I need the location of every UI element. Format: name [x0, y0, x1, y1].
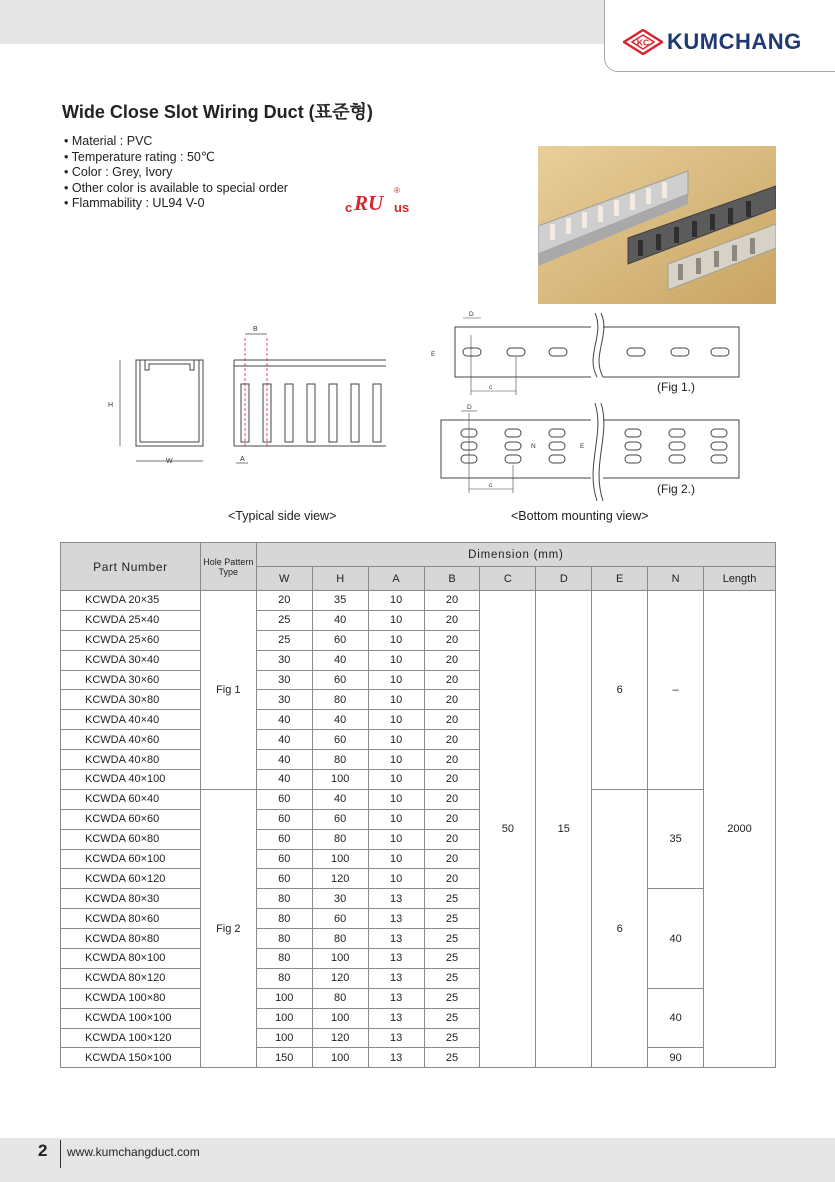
part-number-cell: KCWDA 30×80: [61, 690, 201, 710]
table-row: [61, 889, 776, 909]
header-c: C: [480, 567, 536, 591]
a-cell: 10: [368, 710, 424, 730]
w-cell: 80: [256, 968, 312, 988]
part-number-cell: KCWDA 40×40: [61, 710, 201, 730]
footer-divider: [60, 1140, 61, 1168]
w-cell: 30: [256, 690, 312, 710]
w-cell: 40: [256, 730, 312, 750]
w-cell: 100: [256, 1008, 312, 1028]
w-cell: 150: [256, 1048, 312, 1068]
a-cell: 10: [368, 789, 424, 809]
b-cell: 25: [424, 988, 480, 1008]
h-cell: 120: [312, 1028, 368, 1048]
w-cell: 40: [256, 770, 312, 790]
w-cell: 80: [256, 929, 312, 949]
kumchang-logo-icon: [623, 29, 663, 55]
cert-us: us: [394, 200, 410, 215]
h-cell: 35: [312, 591, 368, 611]
a-cell: 10: [368, 829, 424, 849]
w-cell: 40: [256, 750, 312, 770]
h-cell: 120: [312, 869, 368, 889]
h-cell: 40: [312, 610, 368, 630]
d-cell-merged: 15: [536, 591, 592, 1068]
dimension-table: [60, 542, 776, 1068]
part-number-cell: KCWDA 60×60: [61, 809, 201, 829]
b-cell: 20: [424, 690, 480, 710]
n-cell-group5: 90: [648, 1048, 704, 1068]
b-cell: 20: [424, 849, 480, 869]
w-cell: 100: [256, 988, 312, 1008]
part-number-cell: KCWDA 150×100: [61, 1048, 201, 1068]
product-photo: [538, 146, 776, 304]
h-cell: 120: [312, 968, 368, 988]
a-cell: 13: [368, 1008, 424, 1028]
w-cell: 60: [256, 789, 312, 809]
part-number-cell: KCWDA 60×120: [61, 869, 201, 889]
part-number-cell: KCWDA 100×80: [61, 988, 201, 1008]
cert-reg: ®: [394, 186, 400, 195]
h-cell: 100: [312, 770, 368, 790]
part-number-cell: KCWDA 60×80: [61, 829, 201, 849]
bottom-d2-label: D: [467, 404, 472, 411]
h-cell: 100: [312, 1048, 368, 1068]
w-cell: 80: [256, 909, 312, 929]
c-cell-merged: 50: [480, 591, 536, 1068]
bottom-d1-label: D: [469, 311, 474, 318]
b-cell: 20: [424, 670, 480, 690]
a-cell: 10: [368, 869, 424, 889]
h-cell: 30: [312, 889, 368, 909]
b-cell: 20: [424, 730, 480, 750]
b-cell: 20: [424, 770, 480, 790]
w-cell: 20: [256, 591, 312, 611]
a-cell: 10: [368, 750, 424, 770]
table-row: [61, 591, 776, 611]
part-number-cell: KCWDA 80×60: [61, 909, 201, 929]
bottom-view-caption: <Bottom mounting view>: [511, 509, 649, 523]
part-number-cell: KCWDA 30×60: [61, 670, 201, 690]
hole-pattern-fig2: Fig 2: [200, 789, 256, 1067]
b-cell: 25: [424, 968, 480, 988]
b-cell: 25: [424, 909, 480, 929]
h-cell: 80: [312, 750, 368, 770]
b-cell: 25: [424, 929, 480, 949]
part-number-cell: KCWDA 60×40: [61, 789, 201, 809]
spec-list: [64, 134, 288, 212]
n-cell-group1: –: [648, 591, 704, 790]
bottom-e2-label: E: [580, 443, 585, 450]
spec-material: • Material : PVC: [64, 134, 288, 150]
dim-a-label: A: [240, 456, 245, 463]
header-e: E: [592, 567, 648, 591]
header-a: A: [368, 567, 424, 591]
b-cell: 20: [424, 591, 480, 611]
a-cell: 13: [368, 909, 424, 929]
h-cell: 60: [312, 909, 368, 929]
part-number-cell: KCWDA 80×120: [61, 968, 201, 988]
page-number: 2: [38, 1141, 48, 1160]
part-number-cell: KCWDA 25×40: [61, 610, 201, 630]
cert-ru: RU: [354, 191, 384, 215]
a-cell: 13: [368, 968, 424, 988]
header-n: N: [648, 567, 704, 591]
logo-mark-text: KC: [636, 37, 650, 48]
h-cell: 60: [312, 670, 368, 690]
b-cell: 25: [424, 889, 480, 909]
h-cell: 100: [312, 1008, 368, 1028]
n-cell-group3: 40: [648, 889, 704, 988]
a-cell: 10: [368, 670, 424, 690]
a-cell: 10: [368, 610, 424, 630]
bottom-mounting-view-diagram: [425, 305, 755, 505]
h-cell: 80: [312, 829, 368, 849]
cert-c: c: [345, 200, 353, 215]
dim-w-label: W: [166, 458, 173, 465]
header-hole-pattern: Hole Pattern Type: [200, 543, 256, 591]
e-cell-group2: 6: [592, 789, 648, 1067]
spec-other-color: • Other color is available to special order: [64, 181, 288, 197]
a-cell: 13: [368, 1048, 424, 1068]
b-cell: 20: [424, 789, 480, 809]
side-view-caption: <Typical side view>: [228, 509, 337, 523]
a-cell: 10: [368, 650, 424, 670]
w-cell: 30: [256, 670, 312, 690]
part-number-cell: KCWDA 60×100: [61, 849, 201, 869]
a-cell: 13: [368, 929, 424, 949]
a-cell: 10: [368, 730, 424, 750]
b-cell: 20: [424, 809, 480, 829]
h-cell: 40: [312, 710, 368, 730]
table-row: [61, 1048, 776, 1068]
b-cell: 20: [424, 610, 480, 630]
part-number-cell: KCWDA 20×35: [61, 591, 201, 611]
w-cell: 80: [256, 889, 312, 909]
h-cell: 60: [312, 809, 368, 829]
brand-logo: [604, 0, 835, 72]
length-cell-merged: 2000: [704, 591, 776, 1068]
w-cell: 60: [256, 849, 312, 869]
part-number-cell: KCWDA 40×80: [61, 750, 201, 770]
b-cell: 25: [424, 949, 480, 969]
w-cell: 30: [256, 650, 312, 670]
part-number-cell: KCWDA 25×60: [61, 630, 201, 650]
w-cell: 60: [256, 829, 312, 849]
bottom-e1-label: E: [431, 351, 436, 358]
header-length: Length: [704, 567, 776, 591]
a-cell: 13: [368, 949, 424, 969]
w-cell: 25: [256, 630, 312, 650]
a-cell: 10: [368, 849, 424, 869]
b-cell: 20: [424, 650, 480, 670]
w-cell: 40: [256, 710, 312, 730]
header-h: H: [312, 567, 368, 591]
h-cell: 80: [312, 988, 368, 1008]
brand-name: KUMCHANG: [667, 29, 802, 54]
website-link[interactable]: www.kumchangduct.com: [67, 1145, 200, 1159]
spec-flammability: • Flammability : UL94 V-0: [64, 196, 288, 212]
h-cell: 100: [312, 949, 368, 969]
n-cell-group2: 35: [648, 789, 704, 888]
bottom-c2-label: c: [489, 482, 493, 489]
b-cell: 20: [424, 869, 480, 889]
b-cell: 25: [424, 1048, 480, 1068]
part-number-cell: KCWDA 80×30: [61, 889, 201, 909]
a-cell: 10: [368, 809, 424, 829]
w-cell: 25: [256, 610, 312, 630]
w-cell: 80: [256, 949, 312, 969]
w-cell: 60: [256, 869, 312, 889]
spec-color: • Color : Grey, Ivory: [64, 165, 288, 181]
part-number-cell: KCWDA 100×120: [61, 1028, 201, 1048]
b-cell: 20: [424, 630, 480, 650]
header-w: W: [256, 567, 312, 591]
typical-side-view-diagram: [100, 318, 400, 508]
b-cell: 25: [424, 1028, 480, 1048]
e-cell-group1: 6: [592, 591, 648, 790]
ul-certification-icon: [343, 183, 415, 217]
h-cell: 40: [312, 650, 368, 670]
b-cell: 20: [424, 750, 480, 770]
header-part-number: Part Number: [61, 543, 201, 591]
a-cell: 13: [368, 1028, 424, 1048]
dim-h-label: H: [108, 402, 114, 409]
spec-temperature: • Temperature rating : 50℃: [64, 150, 288, 166]
part-number-cell: KCWDA 30×40: [61, 650, 201, 670]
table-row: [61, 789, 776, 809]
a-cell: 13: [368, 889, 424, 909]
part-number-cell: KCWDA 100×100: [61, 1008, 201, 1028]
hole-pattern-fig1: Fig 1: [200, 591, 256, 790]
h-cell: 100: [312, 849, 368, 869]
h-cell: 80: [312, 929, 368, 949]
part-number-cell: KCWDA 80×100: [61, 949, 201, 969]
n-cell-group4: 40: [648, 988, 704, 1048]
fig1-label: (Fig 1.): [657, 380, 696, 394]
dim-b-label: B: [253, 326, 258, 333]
w-cell: 60: [256, 809, 312, 829]
h-cell: 40: [312, 789, 368, 809]
part-number-cell: KCWDA 40×60: [61, 730, 201, 750]
header-d: D: [536, 567, 592, 591]
b-cell: 20: [424, 710, 480, 730]
part-number-cell: KCWDA 80×80: [61, 929, 201, 949]
h-cell: 60: [312, 730, 368, 750]
b-cell: 20: [424, 829, 480, 849]
w-cell: 100: [256, 1028, 312, 1048]
h-cell: 80: [312, 690, 368, 710]
part-number-cell: KCWDA 40×100: [61, 770, 201, 790]
header-dimension: Dimension (mm): [256, 543, 775, 567]
bottom-c1-label: c: [489, 384, 493, 391]
page-title: Wide Close Slot Wiring Duct (표준형): [62, 102, 373, 122]
a-cell: 13: [368, 988, 424, 1008]
bottom-n-label: N: [531, 443, 536, 450]
a-cell: 10: [368, 770, 424, 790]
a-cell: 10: [368, 591, 424, 611]
b-cell: 25: [424, 1008, 480, 1028]
h-cell: 60: [312, 630, 368, 650]
header-b: B: [424, 567, 480, 591]
table-row: [61, 988, 776, 1008]
a-cell: 10: [368, 630, 424, 650]
a-cell: 10: [368, 690, 424, 710]
fig2-label: (Fig 2.): [657, 482, 696, 496]
